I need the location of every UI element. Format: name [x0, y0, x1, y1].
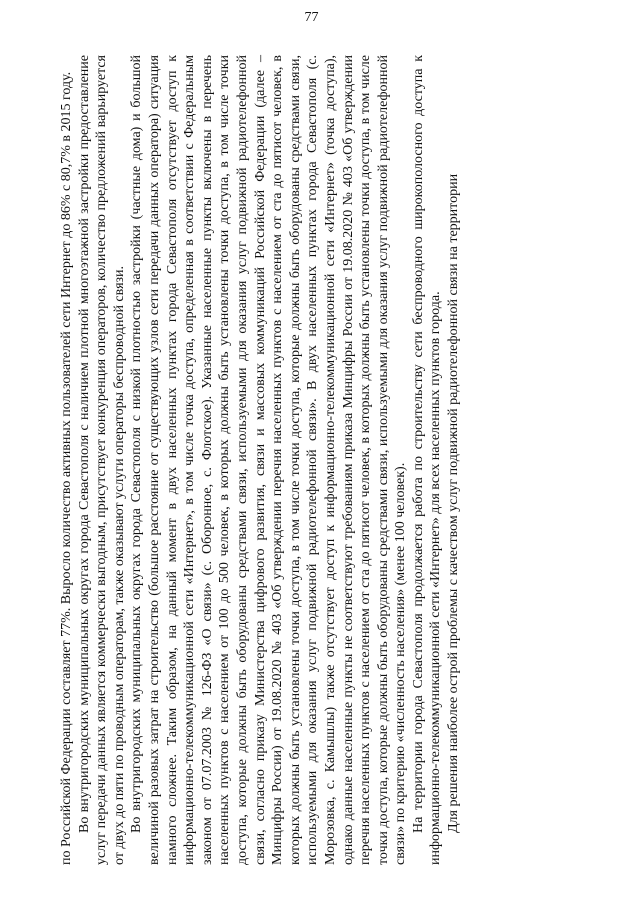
document-body: [58, 55, 463, 865]
paragraph-4: На территории города Севастополя продолжается работа по строительству сети беспроводного широкополосного доступа к информационно-телекоммуникационной сети «Интернет» для всех населенных пунктов города.: [410, 55, 444, 865]
page-number: 77: [304, 10, 319, 25]
paragraph-3: Во внутригородских муниципальных округах города Севастополя с низкой плотностью застройки (частные дома) и большой величиной разовых затрат на строительство (большое расстояние от существующих узлов сети передачи данных оператора) ситуация намного сложнее. Таким образом, на данный момент в двух населенных пунктах города Севастополя отсутствует доступ к информационно-телекоммуникационной сети «Интернет», в том числе точка доступа, определенная в соответствии с Федеральным законом от 07.07.2003 № 126-ФЗ «О связи» (с. Оборонное, с. Флотское). Указанные населенные пункты включены в перечень населенных пунктов с населением от 100 до 500 человек, в которых должны быть установлены точки доступа, в том числе точки доступа, которые должны быть оборудованы средствами связи, используемыми для оказания услуг подвижной радиотелефонной связи, согласно приказу Министерства цифрового развития, связи и массовых коммуникаций Российской Федерации (далее – Минцифры России) от 19.08.2020 № 403 «Об утверждении перечня населенных пунктов с населением от ста до пятисот человек, в которых должны быть установлены точки доступа, в том числе точки доступа, которые должны быть оборудованы средствами связи, используемыми для оказания услуг подвижной радиотелефонной связи». В двух населенных пунктах города Севастополя (с. Морозовка, с. Камышлы) также отсутствует доступ к информационно-телекоммуникационной сети «Интернет» (точка доступа), однако данные населенные пункты не соответствуют требованиям приказа Минцифры России от 19.08.2020 № 403 «Об утверждении перечня населенных пунктов с населением от ста до пятисот человек, в которых должны быть установлены точки доступа, в том числе точки доступа, которые должны быть оборудованы средствами связи, используемыми для оказания услуг подвижной радиотелефонной связи» по критерию «численность населения» (менее 100 человек).: [129, 55, 409, 865]
paragraph-2: Во внутригородских муниципальных округах города Севастополя с наличием плотной многоэтажной застройки предоставление услуг передачи данных является коммерчески выгодным, присутствует конкуренция операторов, количество предложений варьируется от двух до пяти по проводным операторам, также оказывают услуги операторы беспроводной связи.: [76, 55, 127, 865]
paragraph-5: Для решения наиболее острой проблемы с качеством услуг подвижной радиотелефонной связи на территории: [446, 173, 462, 833]
rotated-text-area: [58, 55, 558, 865]
paragraph-1: по Российской Федерации составляет 77%. Выросло количество активных пользователей сети Интернет до 86% с 80,7% в 2015 году.: [59, 71, 74, 865]
